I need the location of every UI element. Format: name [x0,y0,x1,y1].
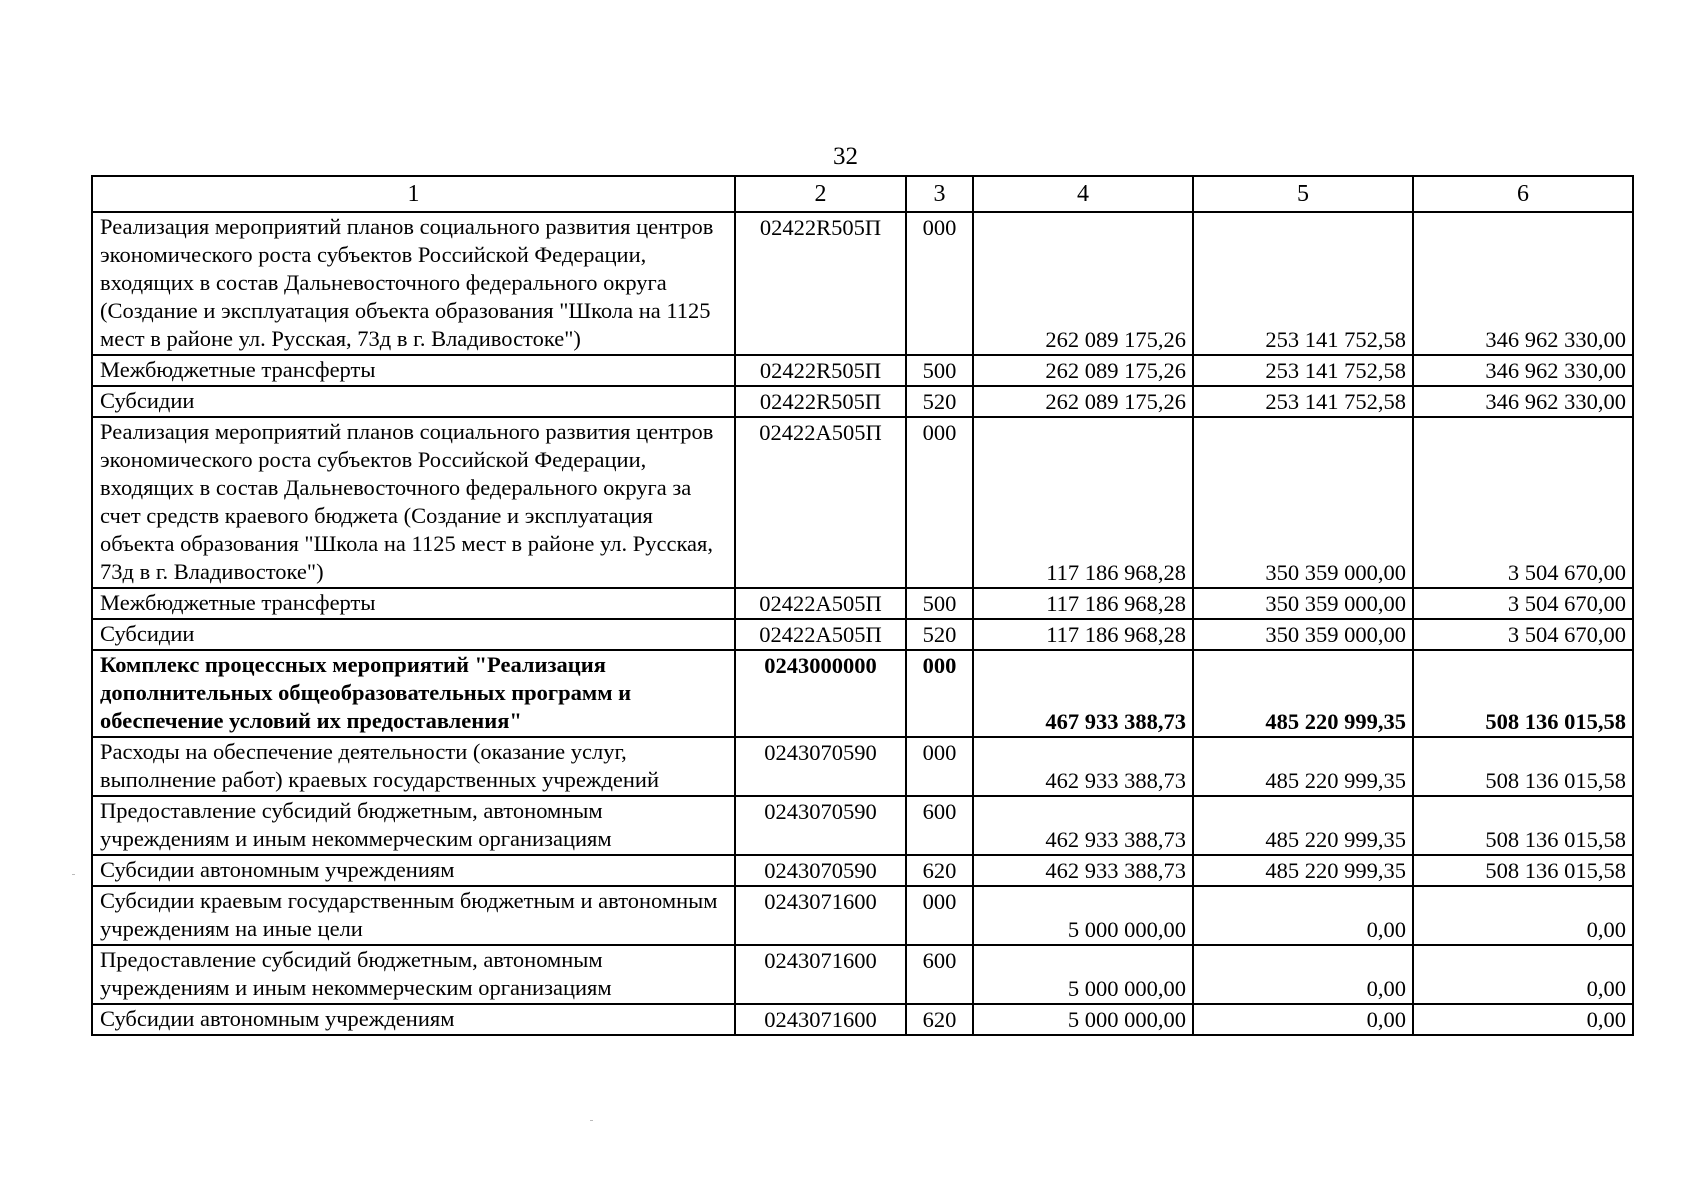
row-name-cell: Предоставление субсидий бюджетным, автономным учреждениям и иным некоммерческим организациям [92,945,735,1004]
row-type-cell: 000 [906,737,973,796]
row-amount-year1-cell: 117 186 968,28 [973,588,1193,619]
table-row [92,212,1633,355]
row-amount-year3-cell: 346 962 330,00 [1413,386,1633,417]
row-amount-year2-cell: 350 359 000,00 [1193,417,1413,588]
row-name-cell: Реализация мероприятий планов социального развития центров экономического роста субъектов Российской Федерации, входящих в состав Дальневосточного федерального округа (Создание и эксплуатация объекта образования "Школа на 1125 мест в районе ул. Русская, 73д в г. Владивостоке") [92,212,735,355]
scan-artifact [72,874,75,875]
row-amount-year2-cell: 485 220 999,35 [1193,737,1413,796]
row-amount-year3-cell: 346 962 330,00 [1413,355,1633,386]
scan-artifact [590,1120,593,1121]
table-row [92,650,1633,737]
row-amount-year1-cell: 117 186 968,28 [973,417,1193,588]
column-header: 4 [973,176,1193,212]
row-amount-year3-cell: 508 136 015,58 [1413,796,1633,855]
budget-table [91,175,1634,1036]
row-amount-year2-cell: 350 359 000,00 [1193,619,1413,650]
table-row [92,417,1633,588]
table-row [92,1004,1633,1035]
row-amount-year3-cell: 508 136 015,58 [1413,650,1633,737]
row-amount-year1-cell: 262 089 175,26 [973,212,1193,355]
row-type-cell: 620 [906,855,973,886]
row-amount-year3-cell: 0,00 [1413,945,1633,1004]
row-code-cell: 0243070590 [735,855,906,886]
row-amount-year1-cell: 117 186 968,28 [973,619,1193,650]
row-code-cell: 02422R505П [735,212,906,355]
table-row [92,886,1633,945]
row-name-cell: Субсидии автономным учреждениям [92,855,735,886]
row-amount-year3-cell: 346 962 330,00 [1413,212,1633,355]
row-amount-year1-cell: 462 933 388,73 [973,737,1193,796]
row-code-cell: 0243071600 [735,1004,906,1035]
table-row [92,945,1633,1004]
row-name-cell: Расходы на обеспечение деятельности (оказание услуг, выполнение работ) краевых государственных учреждений [92,737,735,796]
column-header: 6 [1413,176,1633,212]
table-row [92,588,1633,619]
column-header: 1 [92,176,735,212]
row-code-cell: 0243070590 [735,796,906,855]
row-code-cell: 02422R505П [735,355,906,386]
row-amount-year2-cell: 0,00 [1193,1004,1413,1035]
table-row [92,855,1633,886]
row-name-cell: Субсидии автономным учреждениям [92,1004,735,1035]
row-amount-year3-cell: 3 504 670,00 [1413,588,1633,619]
row-amount-year1-cell: 5 000 000,00 [973,886,1193,945]
row-type-cell: 500 [906,355,973,386]
row-name-cell: Межбюджетные трансферты [92,355,735,386]
column-header: 5 [1193,176,1413,212]
row-type-cell: 600 [906,945,973,1004]
row-amount-year1-cell: 462 933 388,73 [973,796,1193,855]
column-header: 3 [906,176,973,212]
table-row [92,796,1633,855]
row-amount-year3-cell: 3 504 670,00 [1413,417,1633,588]
row-amount-year3-cell: 508 136 015,58 [1413,855,1633,886]
row-amount-year1-cell: 262 089 175,26 [973,386,1193,417]
row-amount-year2-cell: 0,00 [1193,945,1413,1004]
table-row [92,619,1633,650]
row-name-cell: Предоставление субсидий бюджетным, автономным учреждениям и иным некоммерческим организациям [92,796,735,855]
row-amount-year2-cell: 485 220 999,35 [1193,855,1413,886]
table-row [92,386,1633,417]
row-code-cell: 02422А505П [735,619,906,650]
row-name-cell: Комплекс процессных мероприятий "Реализация дополнительных общеобразовательных программ и обеспечение условий их предоставления" [92,650,735,737]
row-amount-year1-cell: 462 933 388,73 [973,855,1193,886]
row-name-cell: Субсидии [92,386,735,417]
row-type-cell: 000 [906,212,973,355]
row-code-cell: 0243071600 [735,945,906,1004]
row-type-cell: 500 [906,588,973,619]
row-amount-year2-cell: 253 141 752,58 [1193,355,1413,386]
table-row [92,737,1633,796]
row-name-cell: Субсидии [92,619,735,650]
row-type-cell: 520 [906,386,973,417]
row-amount-year2-cell: 485 220 999,35 [1193,796,1413,855]
row-amount-year2-cell: 253 141 752,58 [1193,212,1413,355]
row-code-cell: 02422А505П [735,588,906,619]
row-amount-year3-cell: 508 136 015,58 [1413,737,1633,796]
row-amount-year3-cell: 3 504 670,00 [1413,619,1633,650]
row-code-cell: 02422А505П [735,417,906,588]
row-amount-year3-cell: 0,00 [1413,886,1633,945]
row-name-cell: Субсидии краевым государственным бюджетным и автономным учреждениям на иные цели [92,886,735,945]
row-type-cell: 600 [906,796,973,855]
column-header: 2 [735,176,906,212]
row-amount-year1-cell: 5 000 000,00 [973,1004,1193,1035]
row-amount-year2-cell: 253 141 752,58 [1193,386,1413,417]
row-name-cell: Межбюджетные трансферты [92,588,735,619]
row-type-cell: 000 [906,650,973,737]
page-number: 32 [833,143,858,170]
row-type-cell: 520 [906,619,973,650]
row-amount-year3-cell: 0,00 [1413,1004,1633,1035]
row-code-cell: 0243070590 [735,737,906,796]
row-type-cell: 000 [906,417,973,588]
table-row [92,355,1633,386]
row-name-cell: Реализация мероприятий планов социального развития центров экономического роста субъектов Российской Федерации, входящих в состав Дальневосточного федерального округа за счет средств краевого бюджета (Создание и эксплуатация объекта образования "Школа на 1125 мест в районе ул. Русская, 73д в г. Владивостоке") [92,417,735,588]
row-code-cell: 0243071600 [735,886,906,945]
table-body [92,212,1633,1035]
row-type-cell: 000 [906,886,973,945]
row-amount-year2-cell: 350 359 000,00 [1193,588,1413,619]
row-amount-year1-cell: 5 000 000,00 [973,945,1193,1004]
row-amount-year2-cell: 0,00 [1193,886,1413,945]
table-header-row [92,176,1633,212]
row-code-cell: 0243000000 [735,650,906,737]
row-code-cell: 02422R505П [735,386,906,417]
row-amount-year1-cell: 262 089 175,26 [973,355,1193,386]
row-type-cell: 620 [906,1004,973,1035]
row-amount-year1-cell: 467 933 388,73 [973,650,1193,737]
row-amount-year2-cell: 485 220 999,35 [1193,650,1413,737]
